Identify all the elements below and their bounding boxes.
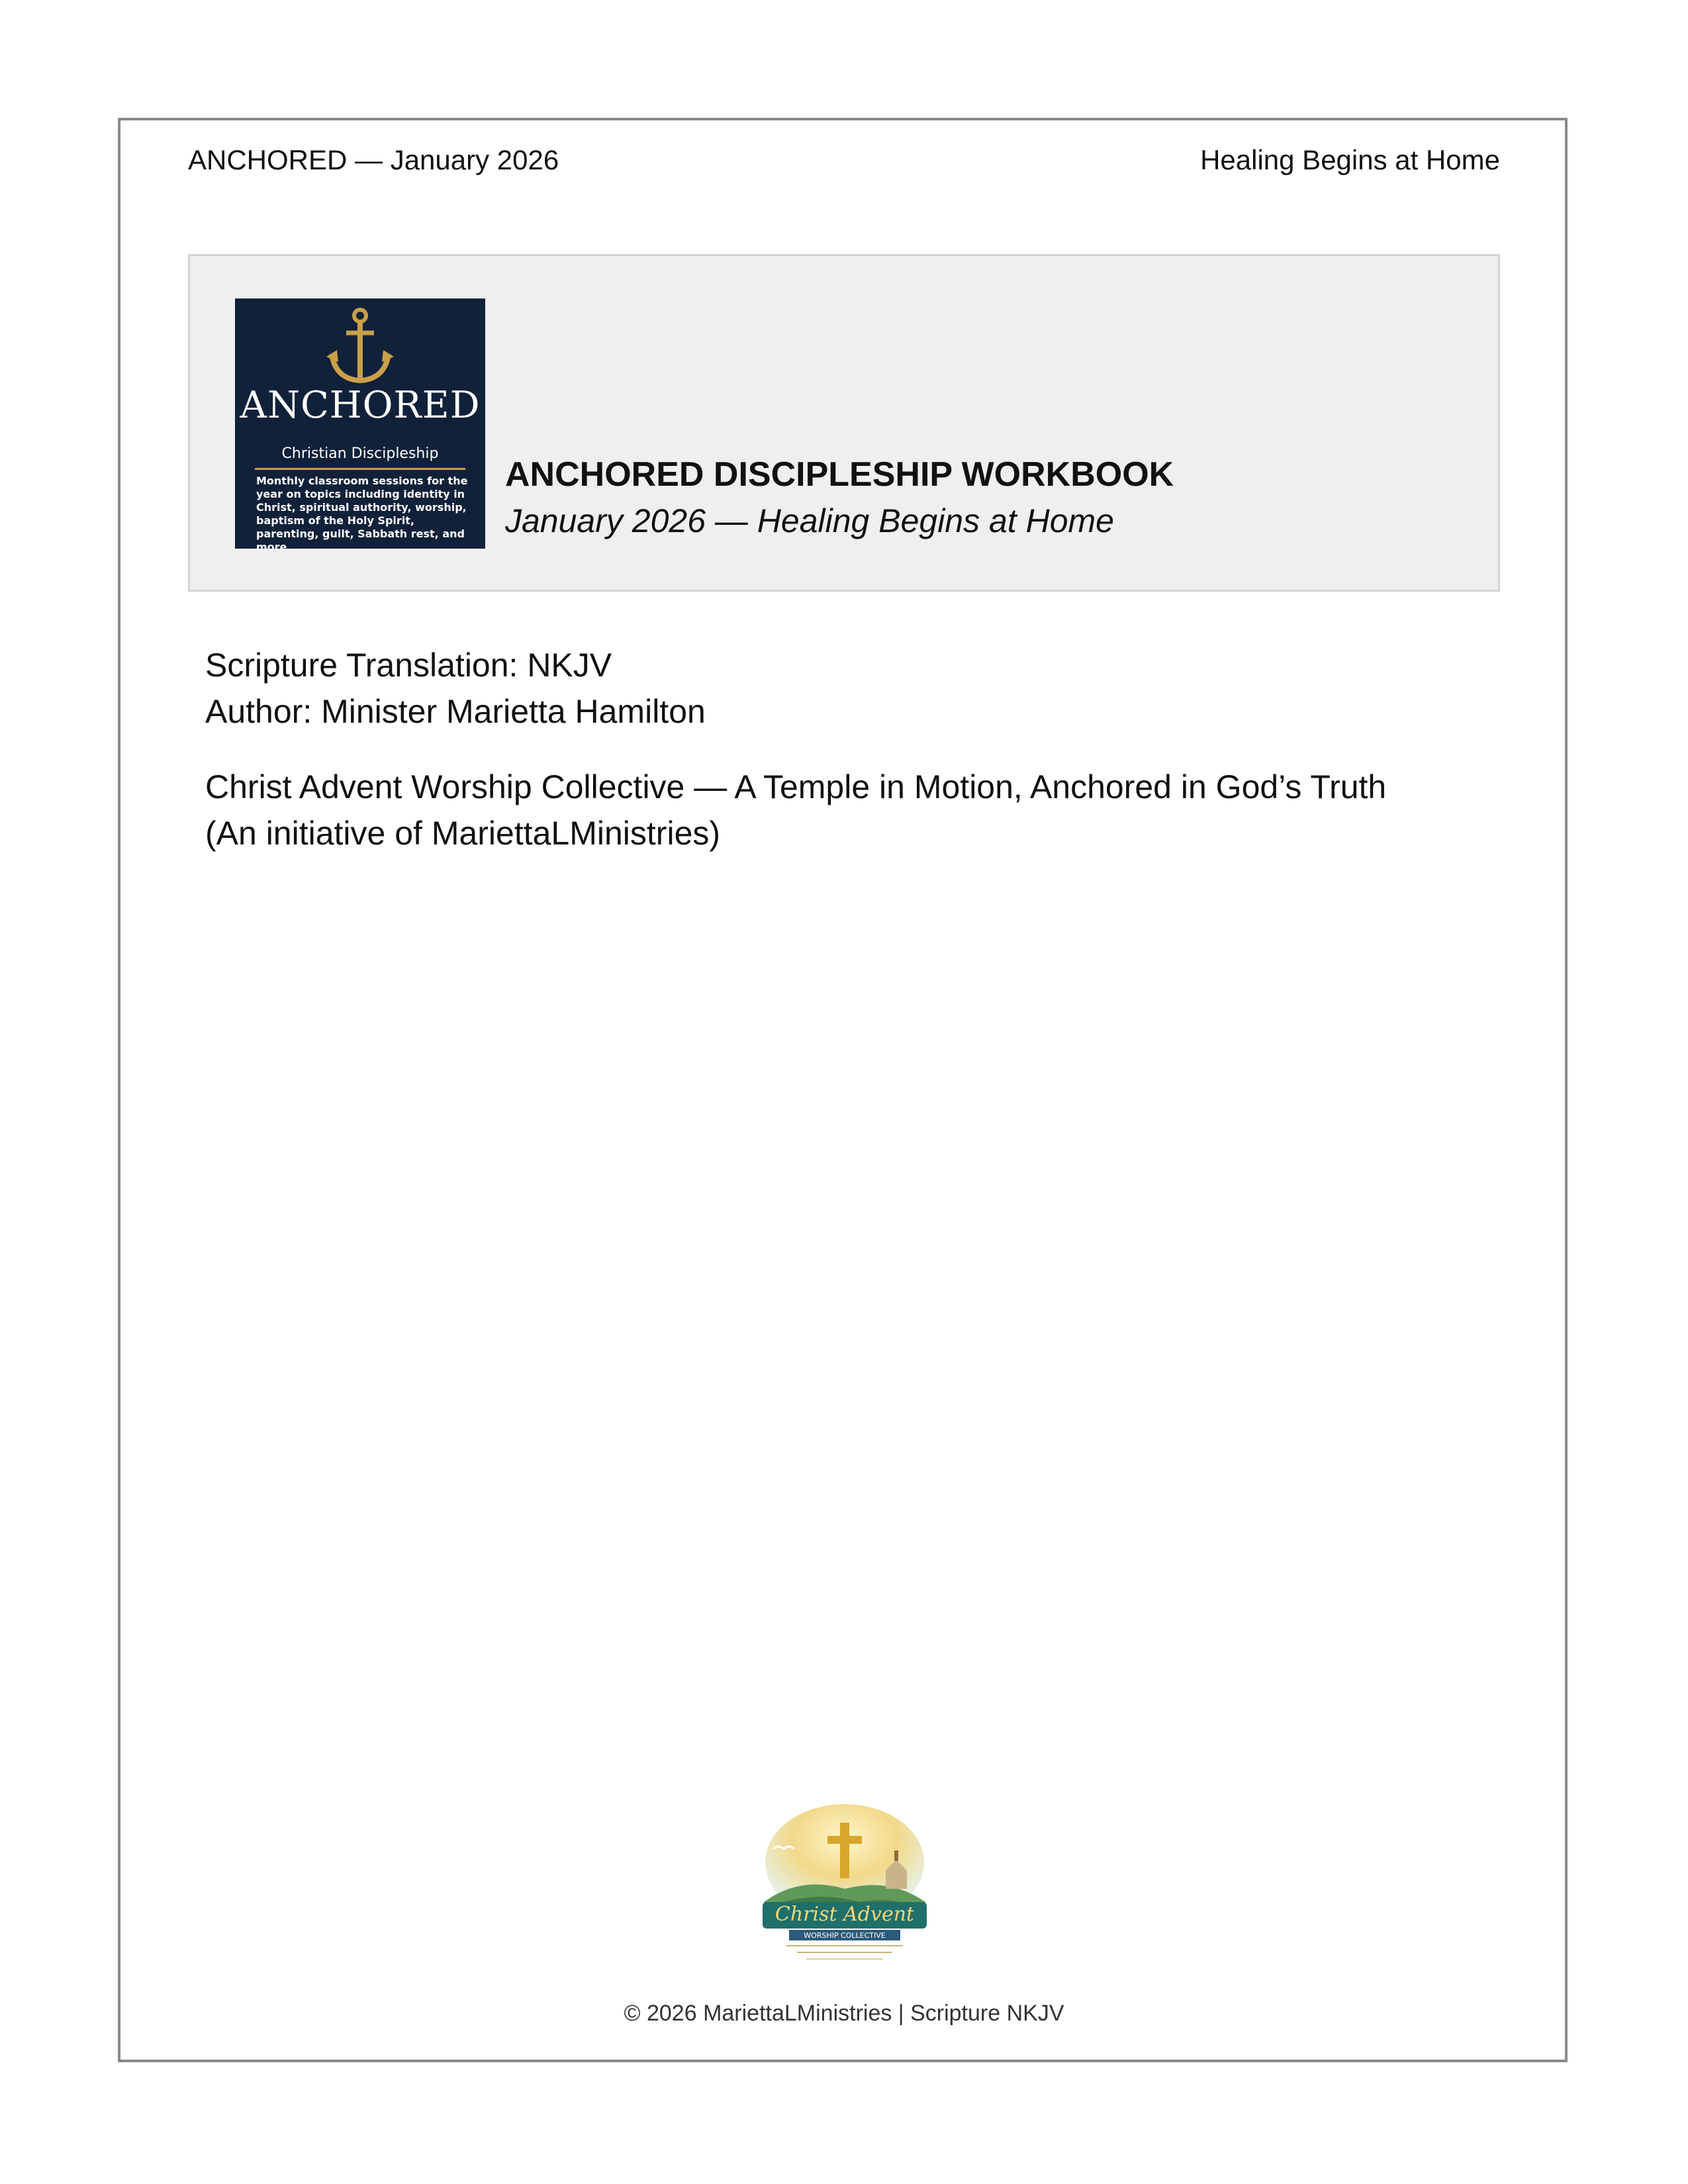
- logo-rule: [255, 468, 465, 470]
- running-header: [188, 144, 1500, 176]
- org-logo-wordmark: Christ Advent: [774, 1903, 915, 1926]
- author-line: Author: Minister Marietta Hamilton: [205, 693, 706, 730]
- workbook-subtitle: January 2026 — Healing Begins at Home: [505, 502, 1114, 539]
- logo-tagline: Christian Discipleship: [281, 445, 439, 462]
- anchor-icon: [324, 308, 397, 386]
- logo-wordmark: ANCHORED: [240, 384, 481, 427]
- anchored-logo: [235, 298, 485, 553]
- meta-block: [205, 642, 1386, 856]
- header-left: ANCHORED — January 2026: [188, 144, 559, 175]
- translation-line: Scripture Translation: NKJV: [205, 647, 612, 684]
- workbook-title: ANCHORED DISCIPLESHIP WORKBOOK: [505, 455, 1174, 494]
- title-banner: [188, 254, 1500, 592]
- org-logo-sub: WORSHIP COLLECTIVE: [804, 1931, 886, 1940]
- footer: © 2026 MariettaLMinistries | Scripture NKJV: [624, 2001, 1064, 2026]
- organization-line: Christ Advent Worship Collective — A Temple in Motion, Anchored in God’s Truth: [205, 768, 1387, 805]
- logo-description: Monthly classroom sessions for the year on topics including identity in Christ, spiritual authority, worship, baptism of the Holy Spirit, parenting, guilt, Sabbath rest, and more: [256, 475, 468, 553]
- header-right: Healing Begins at Home: [1200, 144, 1500, 175]
- banner-text: [505, 453, 1174, 542]
- christ-advent-logo: [760, 1803, 929, 1964]
- initiative-line: (An initiative of MariettaLMinistries): [205, 815, 721, 852]
